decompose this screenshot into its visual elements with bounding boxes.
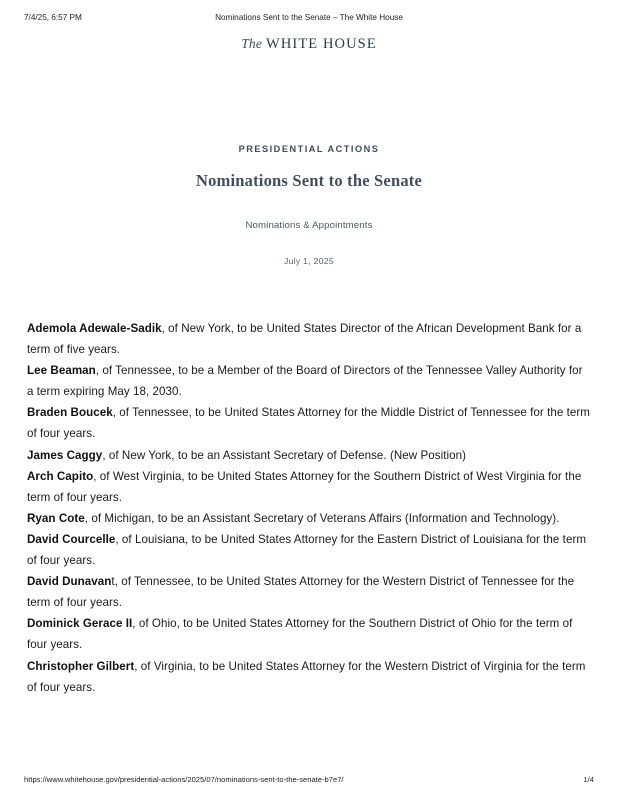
- logo-white-house-text: WHITE HOUSE: [266, 36, 377, 52]
- nomination-entry: [27, 656, 591, 698]
- nomination-entry: [27, 466, 591, 508]
- nominee-name: Arch Capito: [27, 469, 94, 483]
- nomination-entry: [27, 360, 591, 402]
- nomination-entry: [27, 529, 591, 571]
- nominee-description: , of Tennessee, to be a Member of the Board of Directors of the Tennessee Valley Authority for a term expiring May 18, 2030.: [27, 364, 583, 399]
- page-title: Nominations Sent to the Senate: [195, 171, 422, 190]
- article-date: July 1, 2025: [284, 256, 334, 266]
- print-header-date: 7/4/25, 6:57 PM: [24, 13, 82, 22]
- nominee-name: James Caggy: [27, 448, 103, 462]
- nominee-name: David Courcelle: [27, 532, 116, 546]
- nomination-entry: [27, 613, 591, 655]
- nominee-name: Lee Beaman: [27, 364, 96, 378]
- nominee-name: Dominick Gerace II: [27, 617, 133, 631]
- nominee-description: t, of Tennessee, to be United States Attorney for the Western District of Tennessee for the term of four years.: [27, 575, 575, 610]
- nominee-description: , of Tennessee, to be United States Attorney for the Middle District of Tennessee for the term of four years.: [27, 406, 590, 441]
- article-eyebrow: PRESIDENTIAL ACTIONS: [238, 144, 380, 154]
- nomination-entry: [27, 571, 591, 613]
- nominee-name: Ademola Adewale-Sadik: [27, 322, 162, 335]
- nomination-entry: [27, 402, 591, 444]
- article-category[interactable]: Nominations & Appointments: [245, 220, 373, 231]
- print-header-title: Nominations Sent to the Senate – The White House: [215, 13, 403, 22]
- article-title-block: [0, 144, 618, 266]
- nominee-description: , of New York, to be an Assistant Secretary of Defense. (New Position): [102, 448, 467, 462]
- print-footer-page-number: 1/4: [583, 775, 594, 784]
- nominee-name: David Dunavan: [27, 575, 112, 589]
- nomination-entry: [27, 445, 591, 466]
- nomination-entry: [27, 318, 591, 360]
- nominee-description: , of West Virginia, to be United States Attorney for the Southern District of West Virginia for the term of four years.: [27, 469, 582, 504]
- print-footer-url: https://www.whitehouse.gov/presidential-actions/2025/07/nominations-sent-to-the-senate-b7e7/: [24, 775, 344, 784]
- nominee-name: Christopher Gilbert: [27, 659, 135, 673]
- nominee-description: , of New York, to be United States Director of the African Development Bank for a term of five years.: [27, 322, 582, 357]
- nominee-description: , of Virginia, to be United States Attorney for the Western District of Virginia for the term of four years.: [27, 659, 586, 694]
- logo-the-text: The: [241, 36, 263, 51]
- nominee-description: , of Louisiana, to be United States Attorney for the Eastern District of Louisiana for the term of four years.: [27, 532, 587, 568]
- nominee-description: , of Ohio, to be United States Attorney for the Southern District of Ohio for the term of four years.: [27, 617, 573, 652]
- article-body: [27, 318, 591, 698]
- nominee-description: , of Michigan, to be an Assistant Secretary of Veterans Affairs (Information and Technology).: [84, 511, 560, 525]
- site-logo[interactable]: [0, 36, 618, 52]
- nominee-name: Braden Boucek: [27, 406, 113, 420]
- nomination-entry: [27, 508, 591, 529]
- nominee-name: Ryan Cote: [27, 511, 85, 525]
